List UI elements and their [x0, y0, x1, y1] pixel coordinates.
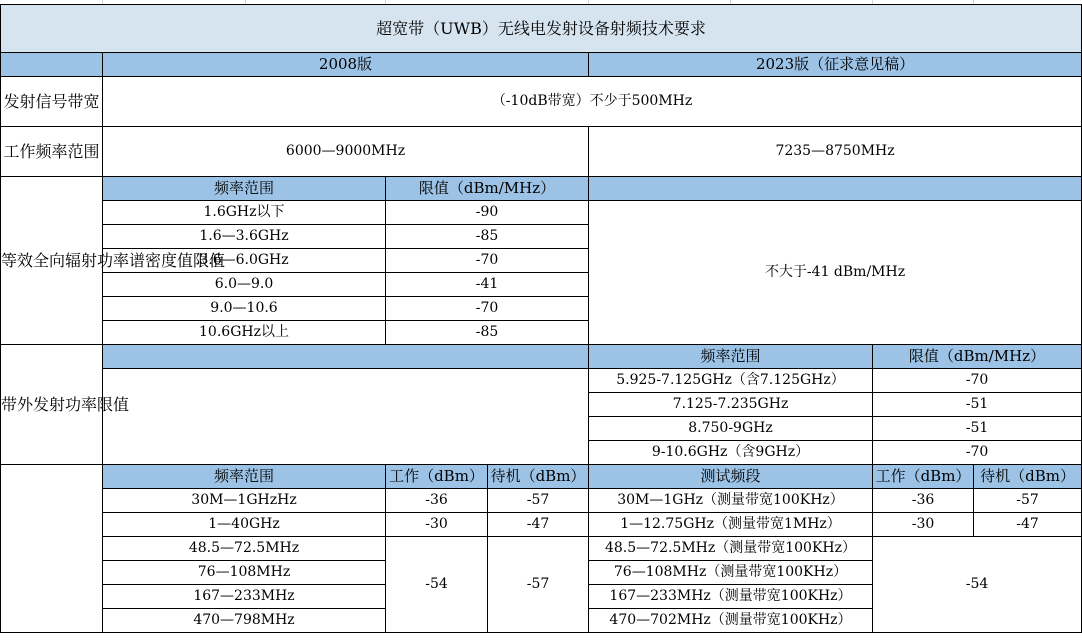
version-2023-header: 2023版（征求意见稿）	[589, 53, 1082, 77]
spur-2008-standby: -47	[488, 513, 589, 537]
uwb-spec-table	[0, 4, 1082, 633]
table-title: 超宽带（UWB）无线电发射设备射频技术要求	[1, 5, 1082, 53]
freq-range-2023: 7235—8750MHz	[589, 127, 1082, 177]
oob-row-limit: -51	[873, 393, 1082, 417]
psd-row-limit: -70	[386, 249, 589, 273]
spur-2023-header-standby: 待机（dBm）	[974, 465, 1082, 489]
psd-2023-value: 不大于-41 dBm/MHz	[589, 201, 1082, 345]
oob-row-range: 7.125-7.235GHz	[589, 393, 873, 417]
spur-2023-work: -36	[873, 489, 974, 513]
oob-row-range: 5.925-7.125GHz（含7.125GHz）	[589, 369, 873, 393]
spur-2023-work: -30	[873, 513, 974, 537]
spur-2008-header-range: 频率范围	[103, 465, 386, 489]
psd-row-range: 6.0—9.0	[103, 273, 386, 297]
oob-row-range: 8.750-9GHz	[589, 417, 873, 441]
psd-row-range: 1.6—3.6GHz	[103, 225, 386, 249]
oob-row-limit: -70	[873, 441, 1082, 465]
oob-header-range: 频率范围	[589, 345, 873, 369]
freq-range-label: 工作频率范围	[1, 127, 103, 177]
version-2008-header: 2008版	[103, 53, 589, 77]
oob-header-limit: 限值（dBm/MHz）	[873, 345, 1082, 369]
psd-row-range: 9.0—10.6	[103, 297, 386, 321]
bcast-2023-limit: -54	[873, 537, 1082, 633]
psd-label: 等效全向辐射功率谱密度值限值	[1, 177, 103, 345]
bcast-2008-standby: -57	[488, 537, 589, 633]
spur-2008-range: 1—40GHz	[103, 513, 386, 537]
bcast-2023-band: 48.5—72.5MHz（测量带宽100KHz）	[589, 537, 873, 561]
spur-2023-standby: -47	[974, 513, 1082, 537]
spur-2023-standby: -57	[974, 489, 1082, 513]
oob-2008-empty	[103, 369, 589, 465]
oob-row-limit: -70	[873, 369, 1082, 393]
bcast-2008-work: -54	[386, 537, 488, 633]
psd-row-limit: -41	[386, 273, 589, 297]
spur-2008-header-standby: 待机（dBm）	[488, 465, 589, 489]
bcast-2008-range: 76—108MHz	[103, 561, 386, 585]
spur-2008-work: -30	[386, 513, 488, 537]
spur-2008-range: 30M—1GHzHz	[103, 489, 386, 513]
oob-row-limit: -51	[873, 417, 1082, 441]
spurious-label-cell	[1, 465, 103, 633]
psd-header-limit: 限值（dBm/MHz）	[386, 177, 589, 201]
psd-row-limit: -90	[386, 201, 589, 225]
bcast-2008-range: 48.5—72.5MHz	[103, 537, 386, 561]
psd-row-limit: -85	[386, 321, 589, 345]
bandwidth-value: （-10dB带宽）不少于500MHz	[103, 77, 1082, 127]
psd-2023-header-blank	[589, 177, 1082, 201]
psd-row-range: 3.6—6.0GHz	[103, 249, 386, 273]
spur-2008-standby: -57	[488, 489, 589, 513]
spur-2023-band: 30M—1GHz（测量带宽100KHz）	[589, 489, 873, 513]
psd-row-range: 1.6GHz以下	[103, 201, 386, 225]
freq-range-2008: 6000—9000MHz	[103, 127, 589, 177]
psd-row-limit: -70	[386, 297, 589, 321]
spur-2023-header-work: 工作（dBm）	[873, 465, 974, 489]
spur-2023-header-band: 测试频段	[589, 465, 873, 489]
oob-2008-header-blank	[103, 345, 589, 369]
version-corner-cell	[1, 53, 103, 77]
oob-row-range: 9-10.6GHz（含9GHz）	[589, 441, 873, 465]
bcast-2008-range: 470—798MHz	[103, 609, 386, 633]
spur-2008-header-work: 工作（dBm）	[386, 465, 488, 489]
bcast-2023-band: 167—233MHz（测量带宽100KHz）	[589, 585, 873, 609]
oob-label: 带外发射功率限值	[1, 345, 103, 465]
psd-row-range: 10.6GHz以上	[103, 321, 386, 345]
bcast-2023-band: 76—108MHz（测量带宽100KHz）	[589, 561, 873, 585]
bcast-2008-range: 167—233MHz	[103, 585, 386, 609]
bandwidth-label: 发射信号带宽	[1, 77, 103, 127]
spur-2008-work: -36	[386, 489, 488, 513]
bcast-2023-band: 470—702MHz（测量带宽100KHz）	[589, 609, 873, 633]
spur-2023-band: 1—12.75GHz（测量带宽1MHz）	[589, 513, 873, 537]
psd-row-limit: -85	[386, 225, 589, 249]
psd-header-range: 频率范围	[103, 177, 386, 201]
